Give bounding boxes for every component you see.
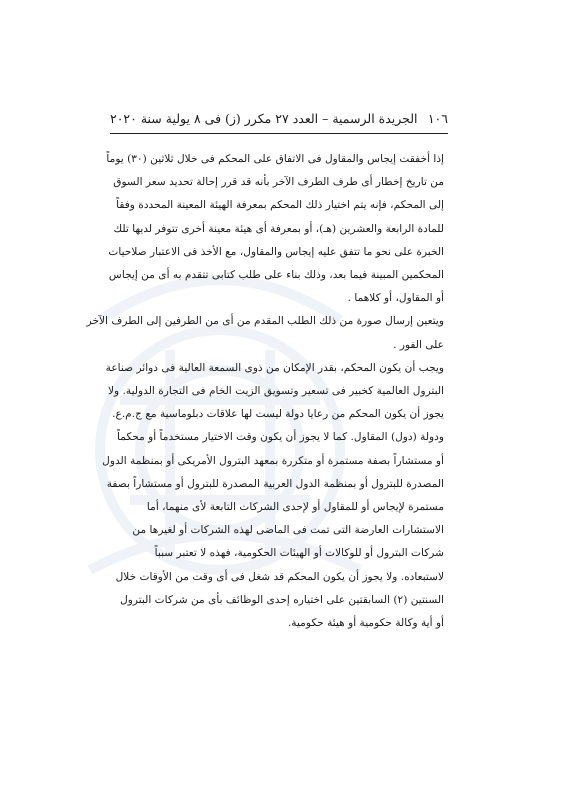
text-line: على الفور .	[393, 338, 444, 351]
text-line: أو المقاول، أو كلاهما .	[347, 292, 444, 305]
text-line: للمادة الرابعة والعشرين (هـ)، أو بمعرفة أى هيئة معينة أخرى تتوفر لديها تلك	[113, 222, 444, 235]
paragraph-request-copy	[86, 310, 444, 356]
text-line: أو أية وكالة حكومية أو هيئة حكومية.	[287, 617, 444, 630]
text-line: المحكمين المبينة فيما بعد، وذلك بناء على طلب كتابى تتقدم به أى من إيجاس	[108, 269, 444, 282]
page-header	[110, 108, 448, 128]
text-line: لاستبعاده. ولا يجوز أن يكون المحكم قد شغل فى أى وقت من الأوقات خلال	[115, 570, 444, 583]
text-line: مستمرة لإيجاس أو للمقاول أو لإحدى الشركات التابعة لأى منهما، أما	[146, 501, 444, 514]
page-number: ١٠٦	[427, 110, 448, 126]
text-line: ويجب أن يكون المحكم، بقدر الإمكان من ذوى السمعة العالية فى دوائر صناعة	[105, 361, 444, 374]
text-line: الخبرة على نحو ما تتفق عليه إيجاس والمقاول، مع الأخذ فى الاعتبار صلاحيات	[108, 245, 444, 258]
header-divider	[110, 133, 448, 134]
paragraph-arbitrator-qualifications	[102, 357, 444, 635]
text-line: ودولة (دول) المقاول. كما لا يجوز أن يكون وقت الاختيار مستخدماً أو محكماً	[117, 431, 444, 444]
text-line: السنتين (٢) السابقتين على اختياره إحدى الوظائف بأى من شركات البترول	[120, 593, 444, 606]
text-line: من تاريخ إخطار أى طرف الطرف الآخر بأنه قد قرر إحالة تحديد سعر السوق	[113, 176, 444, 189]
text-line: إذا أخفقت إيجاس والمقاول فى الاتفاق على المحكم فى خلال ثلاثين (٣٠) يوماً	[106, 153, 444, 165]
text-line: شركات البترول أو للوكالات أو الهيئات الحكومية، فهذه لا تعتبر سبباً	[154, 547, 444, 560]
text-line: الاستشارات العارضة التى تمت فى الماضى لهذه الشركات أو لغيرها من	[132, 524, 444, 537]
text-line: البترول العالمية كخبير فى تسعير وتسويق الزيت الخام فى التجارة الدولية. ولا	[108, 385, 444, 398]
text-line: يجوز أن يكون المحكم من رعايا دولة ليست لها علاقات دبلوماسية مع ج.م.ع.	[112, 408, 444, 421]
publication-title: الجريدة الرسمية – العدد ٢٧ مكرر (ز) فى ٨ يولية سنة ٢٠٢٠	[110, 110, 418, 126]
text-line: أو مستشاراً بصفة مستمرة أو متكررة بمعهد البترول الأمريكى أو بمنظمة الدول	[102, 454, 444, 467]
text-line: إلى المحكم، فإنه يتم اختيار ذلك المحكم بمعرفة الهيئة المعينة المحددة وفقاً	[116, 199, 444, 212]
text-line: ويتعين إرسال صورة من ذلك الطلب المقدم من أى من الطرفين إلى الطرف الآخر	[86, 315, 444, 328]
paragraph-arbitrator-selection	[106, 148, 444, 310]
text-line: المصدرة للبترول أو بمنظمة الدول العربية المصدرة للبترول أو مستشاراً بصفة	[106, 477, 444, 490]
document-body	[86, 148, 444, 635]
